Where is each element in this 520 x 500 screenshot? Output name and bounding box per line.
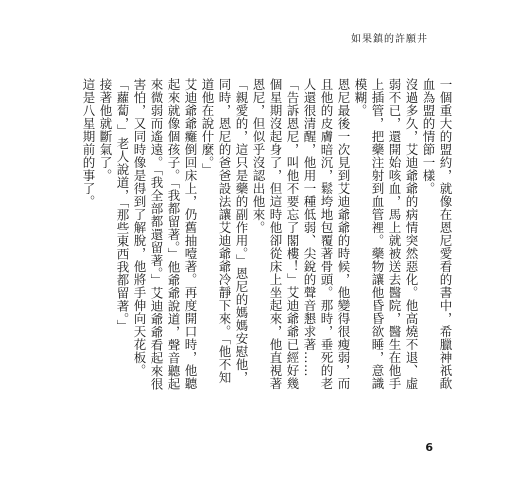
paragraph: 艾迪爺爺癱倒回床上，仍舊抽噎著。再度開口時，他聽起來就像個孩子。「我都留著。」他爺爺說道，聲音聽起來微弱而遙遠。「我全部都還留著。」艾迪爺爺看起來很害怕，又同時像是得到了解脫，他將手伸向天花板。: [132, 78, 198, 391]
paragraph: 一個重大的盟約，就像在恩尼愛看的書中，希臘神祇歃血為盟的情節一樣。: [421, 78, 453, 390]
paragraph: 「告訴恩尼，叫他不要忘了閣樓！」艾迪爺爺已經好幾個星期沒起身了，但這時他卻從床上坐起來，他直視著恩尼，但似乎沒認出他來。: [251, 78, 300, 390]
paragraph: 「親愛的，這只是藥的副作用。」恩尼的媽媽安慰他，同時，恩尼的爸爸設法讓艾迪爺爺冷靜下來。「他不知道他在說什麼。」: [200, 78, 249, 384]
paragraph: 「蘿蔔，」老人說道，「那些東西我都留著。」: [115, 78, 130, 333]
paragraph: 接著他就斷氣了。: [98, 78, 113, 182]
page-number: 6: [425, 441, 433, 454]
paragraph: 沒過多久，艾迪爺爺的病情突然惡化。他高燒不退、虛弱不已，還開始咳血，馬上就被送去醫院，醫生在他手上插管，把藥注射到血管裡。藥物讓他昏昏欲睡，意識模糊。: [353, 78, 419, 390]
page-body-text: [70, 78, 454, 392]
paragraph: 恩尼最後一次見到艾迪爺爺的時候，他變得很瘦弱，而且他的皮膚暗沉，鬆垮地包覆著骨頭。那時，垂死的老人還很清醒，他用一種低弱、尖銳的聲音懇求著……: [302, 78, 351, 390]
running-header-book-title: 如果鎮的許願井: [351, 34, 428, 45]
paragraph: 這是八星期前的事了。: [81, 78, 96, 208]
